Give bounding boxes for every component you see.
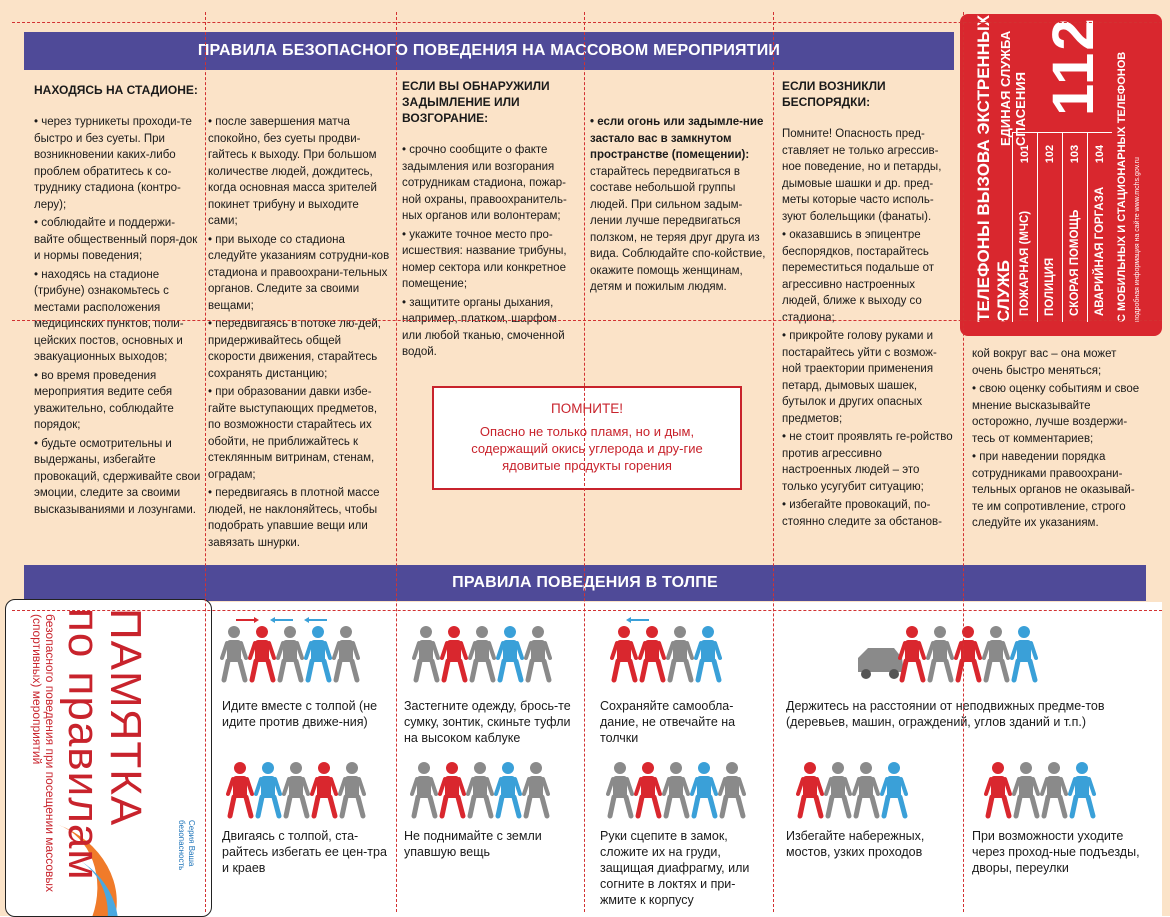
- service-row: ПОЖАРНАЯ (МЧС) 101: [1012, 132, 1037, 322]
- service-row: СКОРАЯ ПОМОЩЬ 103: [1062, 132, 1087, 322]
- column-heading: ЕСЛИ ВОЗНИКЛИ БЕСПОРЯДКИ:: [782, 79, 886, 109]
- direction-arrow-icon: [304, 617, 327, 623]
- service-row: АВАРИЙНАЯ ГОРГАЗА 104: [1087, 132, 1112, 322]
- lock-hands-icon: [606, 752, 756, 822]
- person-figure: [524, 762, 548, 816]
- person-figure: [340, 762, 364, 816]
- person-figure: [956, 626, 980, 680]
- main-title-banner: ПРАВИЛА БЕЗОПАСНОГО ПОВЕДЕНИЯ НА МАССОВОМ МЕРОПРИЯТИИ: [24, 32, 954, 70]
- list-item: • срочно сообщите о факте задымления или возгорания сотрудникам стадиона, пожар-ной охраны, правоохранитель-ных органов или волонтерам;: [402, 144, 567, 222]
- crowd-rule-caption: Руки сцепите в замок, сложите их на груди, защищая диафрагму, или согните в локтях и при-жмите к корпусу: [600, 829, 750, 907]
- fold-line: [396, 12, 397, 912]
- person-figure: [1014, 762, 1038, 816]
- person-figure: [228, 762, 252, 816]
- fold-line: [12, 22, 1162, 23]
- person-figure: [692, 762, 716, 816]
- person-figure: [826, 762, 850, 816]
- list-item: • оказавшись в эпицентре беспорядков, постарайтесь переместиться подальше от агрессивно настроенных людей, ближе к выходу со стадиона;: [782, 229, 934, 324]
- list-item: • укажите точное место про-исшествия: название трибуны, номер сектора или конкретное помещение;: [402, 228, 567, 290]
- list-item: • при образовании давки избе-гайте выступающих предметов, по возможности старайтесь их обойти, не приближайтесь к стеклянным витринам, стенам, оградам;: [208, 386, 378, 481]
- avoid-bridges-icon: [796, 752, 956, 822]
- stay-calm-icon: [610, 616, 760, 686]
- crowd-rules-banner: ПРАВИЛА ПОВЕДЕНИЯ В ТОЛПЕ: [24, 565, 1146, 601]
- column-exit: [208, 114, 390, 553]
- fold-line: [205, 12, 206, 912]
- service-row: ПОЛИЦИЯ 102: [1037, 132, 1062, 322]
- direction-arrow-icon: [626, 617, 649, 623]
- walk-with-crowd-icon: [220, 616, 380, 686]
- person-figure: [284, 762, 308, 816]
- person-figure: [334, 626, 358, 680]
- person-figure: [414, 626, 438, 680]
- list-item: • будьте осмотрительны и выдержаны, избегайте провокаций, сдерживайте свои эмоции, следите за своими высказываниями и лозунгами.: [34, 437, 201, 516]
- person-figure: [470, 626, 494, 680]
- fold-line: [963, 12, 964, 912]
- list-item: • соблюдайте и поддержи-вайте общественный поря-док и нормы поведения;: [34, 217, 198, 262]
- crowd-rule-caption: Держитесь на расстоянии от неподвижных предме-тов (деревьев, машин, ограждений, углов зданий и т.п.): [786, 699, 1105, 729]
- leaflet-title: ПАМЯТКА: [101, 608, 150, 827]
- person-figure: [664, 762, 688, 816]
- column-riots: [782, 78, 954, 532]
- list-item: кой вокруг вас – она может очень быстро меняться;: [972, 348, 1117, 377]
- car-icon: [858, 648, 904, 679]
- crowd-rule-caption: Двигаясь с толпой, ста-райтесь избегать ее цен-тра и краев: [222, 829, 387, 875]
- closed-space-heading: • если огонь или задымле-ние застало вас в замкнутом пространстве (помещении):: [590, 116, 764, 161]
- crowd-rule-caption: При возможности уходите через проход-ные подъезды, дворы, переулки: [972, 829, 1140, 875]
- person-figure: [412, 762, 436, 816]
- crowd-rule-caption: Идите вместе с толпой (не идите против движе-ния): [222, 699, 378, 729]
- person-figure: [640, 626, 664, 680]
- crowd-rule-caption: Избегайте набережных, мостов, узких проходов: [786, 829, 925, 859]
- list-item: • через турникеты проходи-те быстро и без суеты. При возникновении каких-либо проблем обратитесь к со-труднику стадиона (контро-леру);: [34, 116, 192, 211]
- person-figure: [498, 626, 522, 680]
- person-figure: [608, 762, 632, 816]
- emergency-phones-card: [960, 14, 1162, 336]
- do-not-pick-up-icon: [410, 752, 570, 822]
- column-fire-closed: [590, 114, 768, 298]
- leaflet-cover: [5, 599, 212, 917]
- crowd-rule-caption: Сохраняйте самообла-дание, не отвечайте на толчки: [600, 699, 736, 745]
- site-note: подробная информация на сайте www.mchs.gov.ru: [1134, 157, 1141, 322]
- person-figure: [854, 762, 878, 816]
- leaflet-series: Серия Ваша безопасность: [177, 820, 196, 871]
- closed-space-text: старайтесь передвигаться в составе небольшой группы людей. При сильном задым-лении лучше передвигаться ползком, не теряя друг друга из вида. Соблюдайте спо-койствие, окажите помощь женщинам, детям и пожилым людям.: [590, 165, 766, 293]
- fold-line: [584, 12, 585, 912]
- person-figure: [986, 762, 1010, 816]
- person-figure: [984, 626, 1008, 680]
- list-item: • после завершения матча спокойно, без суеты продви-гайтесь к выходу. При большом количестве людей, дождитесь, когда основная масса зрителей покинет трибуну и выходите сами;: [208, 116, 377, 227]
- person-figure: [440, 762, 464, 816]
- crowd-rule-caption: Не поднимайте с земли упавшую вещь: [404, 829, 542, 859]
- leaflet-subtitle: безопасного поведения при посещении массовых (спортивных) мероприятий: [30, 614, 57, 893]
- main-number: 112: [1041, 16, 1106, 116]
- person-figure: [1042, 762, 1066, 816]
- person-figure: [496, 762, 520, 816]
- person-figure: [720, 762, 744, 816]
- fasten-clothes-icon: [412, 616, 572, 686]
- direction-arrow-icon: [270, 617, 293, 623]
- person-figure: [442, 626, 466, 680]
- person-figure: [798, 762, 822, 816]
- person-figure: [526, 626, 550, 680]
- list-item: • при наведении порядка сотрудниками правоохрани-тельных органов не оказывай-те им сопротивление, строго следуйте их указаниям.: [972, 451, 1135, 529]
- crowd-rule-caption: Застегните одежду, брось-те сумку, зонтик, скиньте туфли на высоком каблуке: [404, 699, 571, 745]
- fold-line: [12, 610, 1162, 611]
- person-figure: [900, 626, 924, 680]
- person-figure: [306, 626, 330, 680]
- remember-box: [432, 386, 742, 490]
- person-figure: [636, 762, 660, 816]
- fold-line: [773, 12, 774, 912]
- phones-note: С МОБИЛЬНЫХ И СТАЦИОНАРНЫХ ТЕЛЕФОНОВ: [1116, 51, 1128, 322]
- list-item: • защитите органы дыхания, например, платком, шарфом или любой тканью, смоченной водой.: [402, 296, 565, 358]
- list-item: Помните! Опасность пред-ставляет не только агрессив-ное поведение, но и петарды, дымовые шашки и др. пред-меты которые часто исполь-зуют болельщики (фанаты).: [782, 128, 942, 223]
- list-item: • передвигаясь в плотной массе людей, не наклоняйтесь, чтобы подобрать упавшие вещи или завязать шнурки.: [208, 487, 380, 549]
- list-item: • не стоит проявлять ге-ройство против агрессивно настроенных людей – это только усугубит ситуацию;: [782, 431, 953, 493]
- list-item: • во время проведения мероприятия ведите себя уважительно, соблюдайте порядок;: [34, 369, 174, 431]
- person-figure: [668, 626, 692, 680]
- remember-title: ПОМНИТЕ!: [551, 401, 623, 416]
- fold-line: [12, 320, 1162, 321]
- list-item: • находясь на стадионе (трибуне) ознакомьтесь с местами расположения медицинских пунктов, поли-цейских постов, основных и эвакуационных выходов;: [34, 268, 184, 363]
- direction-arrow-icon: [236, 617, 259, 623]
- remember-text: Опасно не только пламя, но и дым, содержащий окись углерода и дру-гие ядовитые продукты горения: [471, 424, 703, 473]
- person-figure: [1012, 626, 1036, 680]
- person-figure: [312, 762, 336, 816]
- column-heading: НАХОДЯСЬ НА СТАДИОНЕ:: [34, 83, 198, 97]
- person-figure: [222, 626, 246, 680]
- list-item: • свою оценку событиям и свое мнение высказывайте осторожно, лучше воздержи-тесь от комментариев;: [972, 383, 1140, 445]
- column-heading: ЕСЛИ ВЫ ОБНАРУЖИЛИ ЗАДЫМЛЕНИЕ ИЛИ ВОЗГОРАНИЕ:: [402, 79, 550, 125]
- person-figure: [1070, 762, 1094, 816]
- person-figure: [278, 626, 302, 680]
- person-figure: [256, 762, 280, 816]
- avoid-center-icon: [226, 752, 386, 822]
- person-figure: [696, 626, 720, 680]
- list-item: • прикройте голову руками и постарайтесь уйти с возмож-ной траектории применения петард, дымовых шашек, бутылок и других опасных предметов;: [782, 330, 937, 425]
- column-riots-cont: [972, 346, 1144, 534]
- keep-distance-icon: [850, 616, 1050, 686]
- list-item: • передвигаясь в потоке лю-дей, придерживайтесь общей скорости движения, старайтесь сохранять дистанцию;: [208, 318, 381, 380]
- person-figure: [250, 626, 274, 680]
- use-passages-icon: [984, 752, 1144, 822]
- list-item: • избегайте провокаций, по-стоянно следите за обстанов-: [782, 499, 942, 528]
- emergency-title: ТЕЛЕФОНЫ ВЫЗОВА ЭКСТРЕННЫХ СЛУЖБ: [974, 14, 1013, 322]
- person-figure: [468, 762, 492, 816]
- person-figure: [612, 626, 636, 680]
- list-item: • при выходе со стадиона следуйте указаниям сотрудни-ков стадиона и правоохрани-тельных органов. Следите за своими вещами;: [208, 233, 390, 312]
- person-figure: [928, 626, 952, 680]
- unified-service-label: ЕДИНАЯ СЛУЖБА СПАСЕНИЯ: [998, 30, 1028, 146]
- person-figure: [882, 762, 906, 816]
- services-table: [1012, 132, 1112, 322]
- leaflet-title-sub: по правилам: [59, 608, 108, 881]
- column-stadium: [34, 82, 204, 520]
